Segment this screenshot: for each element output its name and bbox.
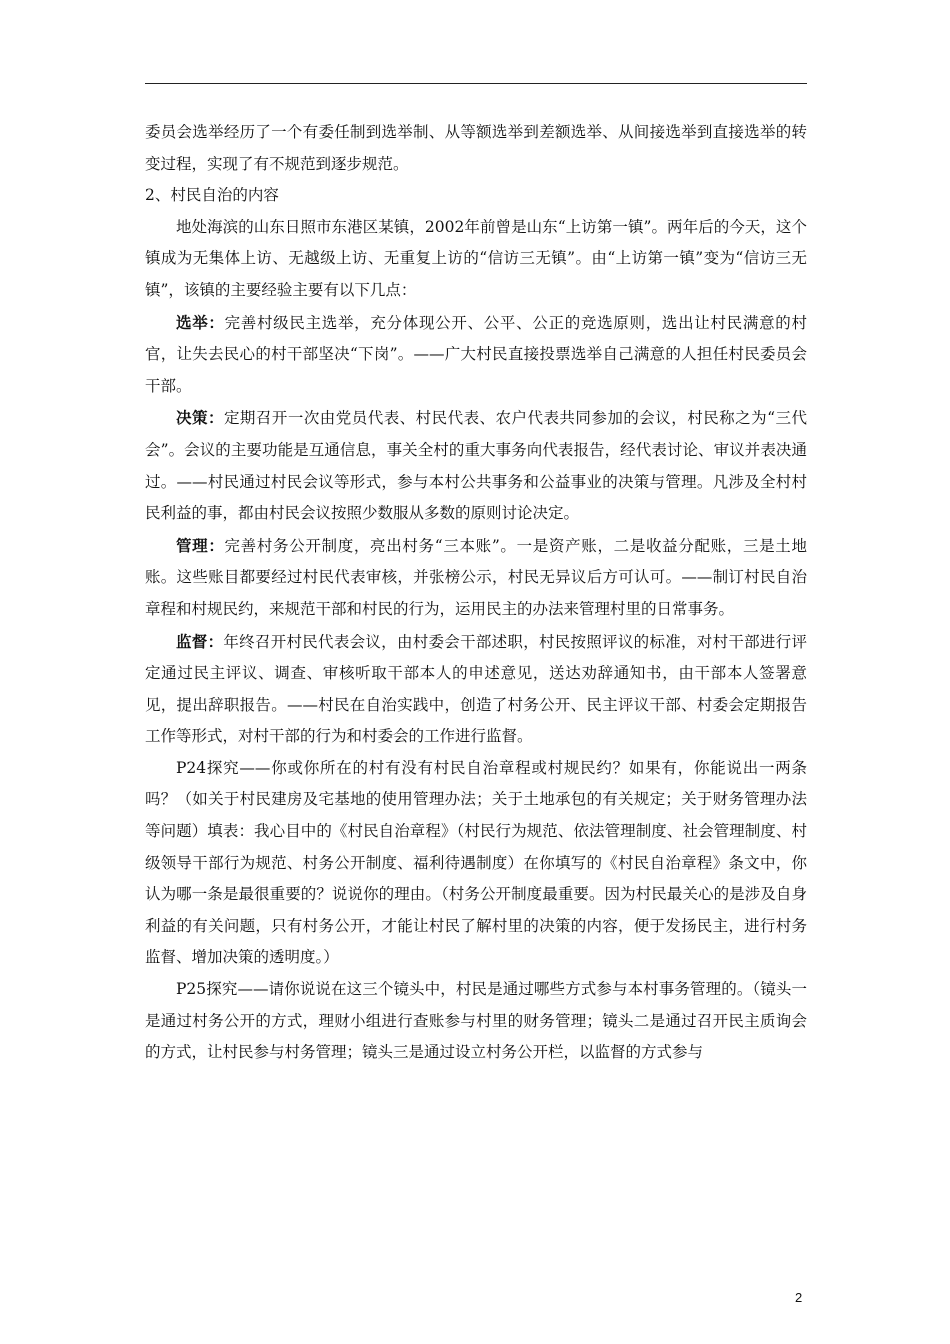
- p25-inquiry-paragraph: P25探究——请你说说在这三个镜头中，村民是通过哪些方式参与本村事务管理的。（镜头一是通过村务公开的方式，理财小组进行查账参与村里的财务管理；镜头二是通过召开民主质询会的方式，让村民参与村务管理；镜头三是通过设立村务公开栏，以监督的方式参与: [145, 980, 807, 1062]
- item-text: 完善村务公开制度，亮出村务“三本账”。一是资产账，二是收益分配账，三是土地账。这些账目都要经过村民代表审核，并张榜公示，村民无异议后方可认可。——制订村民自治章程和村规民约，来规范干部和村民的行为，运用民主的办法来管理村里的日常事务。: [145, 536, 807, 618]
- header-rule: [145, 83, 807, 84]
- intro-paragraph: 地处海滨的山东日照市东港区某镇，2002年前曾是山东“上访第一镇”。两年后的今天，这个镇成为无集体上访、无越级上访、无重复上访的“信访三无镇”。由“上访第一镇”变为“信访三无镇”，该镇的主要经验主要有以下几点：: [145, 217, 807, 299]
- section-heading: 2、村民自治的内容: [145, 186, 279, 205]
- item-label: 决策：: [176, 408, 224, 428]
- item-text: 完善村级民主选举，充分体现公开、公平、公正的竞选原则，选出让村民满意的村官，让失去民心的村干部坚决“下岗”。——广大村民直接投票选举自己满意的人担任村民委员会干部。: [145, 313, 807, 395]
- item-label: 管理：: [176, 535, 225, 555]
- item-management: [145, 530, 807, 626]
- document-body: [145, 117, 807, 1069]
- p24-inquiry-paragraph: P24探究——你或你所在的村有没有村民自治章程或村规民约？如果有，你能说出一两条吗？（如关于村民建房及宅基地的使用管理办法；关于土地承包的有关规定；关于财务管理办法等问题）填表：我心目中的《村民自治章程》（村民行为规范、依法管理制度、社会管理制度、村级领导干部行为规范、村务公开制度、福利待遇制度）在你填写的《村民自治章程》条文中，你认为哪一条是最很重要的？说说你的理由。（村务公开制度最重要。因为村民最关心的是涉及自身利益的有关问题，只有村务公开，才能让村民了解村里的决策的内容，便于发扬民主，进行村务监督、增加决策的透明度。）: [145, 758, 807, 967]
- item-supervision: [145, 626, 807, 753]
- item-label: 选举：: [176, 312, 225, 332]
- item-election: [145, 307, 807, 403]
- continuation-paragraph: 委员会选举经历了一个有委任制到选举制、从等额选举到差额选举、从间接选举到直接选举的转变过程，实现了有不规范到逐步规范。: [145, 123, 807, 173]
- item-text: 年终召开村民代表会议，由村委会干部述职，村民按照评议的标准，对村干部进行评定通过民主评议、调查、审核听取干部本人的申述意见，送达劝辞通知书，由干部本人签署意见，提出辞职报告。——村民在自治实践中，创造了村务公开、民主评议干部、村委会定期报告工作等形式，对村干部的行为和村委会的工作进行监督。: [145, 632, 807, 746]
- page-number: 2: [795, 1290, 803, 1305]
- item-decision: [145, 402, 807, 529]
- item-text: 定期召开一次由党员代表、村民代表、农户代表共同参加的会议，村民称之为“三代会”。会议的主要功能是互通信息，事关全村的重大事务向代表报告，经代表讨论、审议并表决通过。——村民通过村民会议等形式，参与本村公共事务和公益事业的决策与管理。凡涉及全村村民利益的事，都由村民会议按照少数服从多数的原则讨论决定。: [145, 409, 807, 523]
- item-label: 监督：: [176, 631, 224, 651]
